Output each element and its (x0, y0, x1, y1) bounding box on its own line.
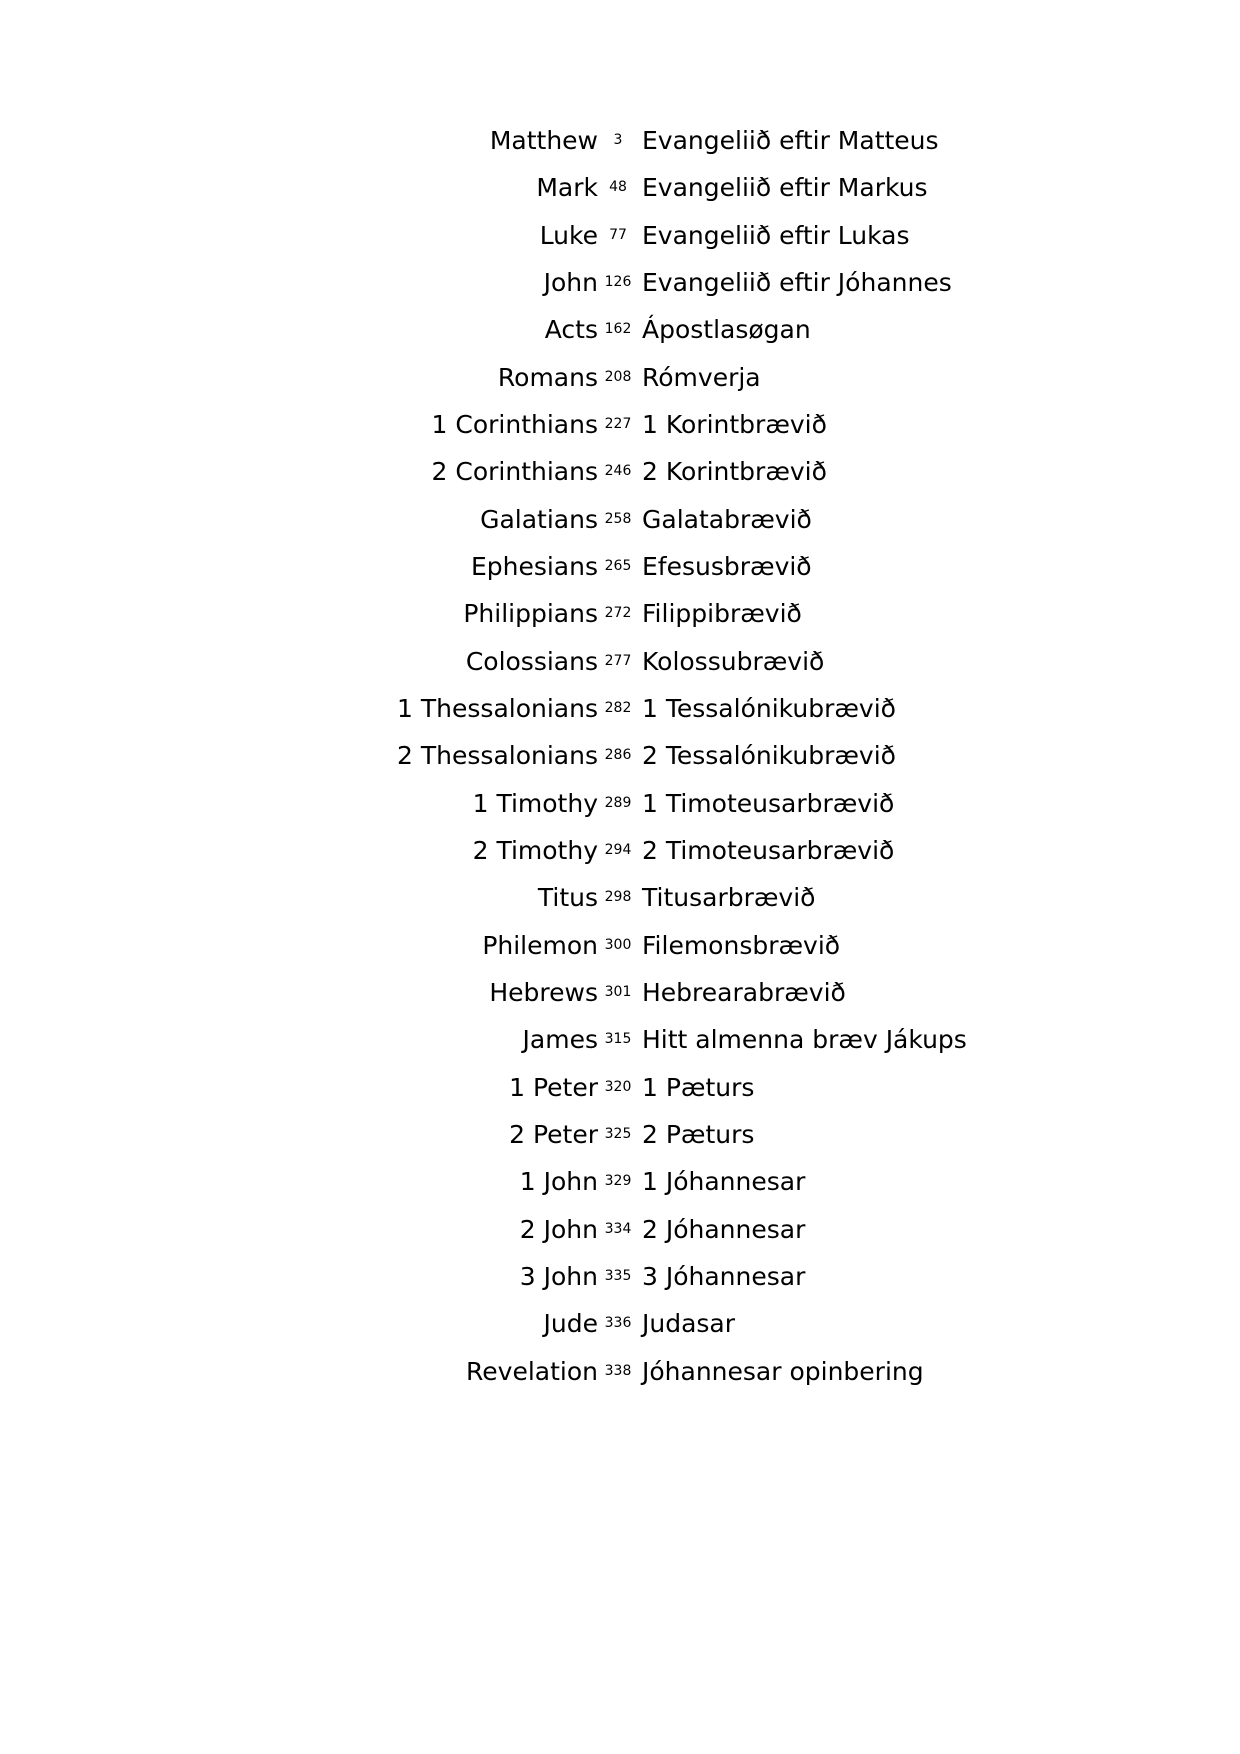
english-book-name: Colossians (465, 646, 598, 676)
faroese-book-name: 3 Jóhannesar (642, 1261, 806, 1291)
faroese-book-name: 2 Pæturs (642, 1119, 755, 1149)
toc-row[interactable] (0, 732, 1240, 779)
page-number: 329 (604, 1173, 632, 1190)
toc-row[interactable] (0, 1064, 1240, 1111)
toc-row[interactable] (0, 496, 1240, 543)
toc-row[interactable] (0, 259, 1240, 306)
english-book-name: Romans (497, 362, 598, 392)
faroese-book-name: Jóhannesar opinbering (642, 1356, 924, 1386)
faroese-book-name: Rómverja (642, 362, 761, 392)
toc-row[interactable] (0, 780, 1240, 827)
toc-row[interactable] (0, 354, 1240, 401)
faroese-book-name: 1 Pæturs (642, 1072, 755, 1102)
toc-row[interactable] (0, 638, 1240, 685)
page-number: 77 (609, 226, 627, 243)
table-of-contents (0, 117, 1240, 1395)
faroese-book-name: 1 Timoteusarbrævið (642, 788, 895, 818)
toc-row[interactable] (0, 1158, 1240, 1205)
page-number: 227 (604, 415, 632, 432)
english-book-name: 2 Peter (509, 1119, 598, 1149)
english-book-name: Galatians (480, 504, 598, 534)
toc-row[interactable] (0, 1111, 1240, 1158)
english-book-name: 2 Timothy (472, 835, 598, 865)
faroese-book-name: Efesusbrævið (642, 551, 812, 581)
page-number: 282 (604, 699, 632, 716)
english-book-name: Philemon (482, 930, 598, 960)
page-number: 286 (604, 747, 632, 764)
page-number: 246 (604, 463, 632, 480)
english-book-name: 1 Corinthians (431, 409, 598, 439)
faroese-book-name: Evangeliið eftir Jóhannes (642, 267, 952, 297)
toc-row[interactable] (0, 874, 1240, 921)
english-book-name: 3 John (519, 1261, 598, 1291)
toc-row[interactable] (0, 117, 1240, 164)
page-number: 289 (604, 794, 632, 811)
page-number: 3 (613, 132, 623, 148)
toc-row[interactable] (0, 1253, 1240, 1300)
page-number: 300 (604, 936, 632, 953)
page-number: 338 (604, 1362, 632, 1379)
page-number: 334 (604, 1220, 632, 1237)
toc-row[interactable] (0, 306, 1240, 353)
faroese-book-name: 2 Korintbrævið (642, 457, 827, 487)
english-book-name: 2 Thessalonians (397, 741, 598, 771)
english-book-name: Revelation (466, 1356, 598, 1386)
faroese-book-name: Titusarbrævið (642, 883, 816, 913)
english-book-name: Matthew (489, 126, 598, 155)
page-number: 258 (604, 510, 632, 527)
faroese-book-name: Judasar (642, 1309, 736, 1339)
page-number: 301 (604, 983, 632, 1000)
page-number: 48 (609, 179, 627, 196)
page-number: 325 (604, 1125, 632, 1142)
toc-row[interactable] (0, 1016, 1240, 1063)
english-book-name: James (522, 1025, 598, 1055)
english-book-name: 1 Timothy (472, 788, 598, 818)
toc-row[interactable] (0, 448, 1240, 495)
page-number: 265 (604, 557, 632, 574)
page-number: 162 (604, 321, 632, 338)
english-book-name: Philippians (463, 599, 598, 629)
faroese-book-name: Evangeliið eftir Markus (642, 173, 928, 203)
english-book-name: Luke (539, 220, 598, 250)
english-book-name: Titus (537, 883, 598, 913)
toc-row[interactable] (0, 401, 1240, 448)
faroese-book-name: Filippibrævið (642, 599, 802, 629)
toc-row[interactable] (0, 685, 1240, 732)
faroese-book-name: Evangeliið eftir Matteus (642, 126, 939, 155)
faroese-book-name: 2 Jóhannesar (642, 1214, 806, 1244)
english-book-name: John (543, 267, 598, 297)
toc-row[interactable] (0, 1300, 1240, 1347)
faroese-book-name: 1 Jóhannesar (642, 1167, 806, 1197)
english-book-name: 2 John (519, 1214, 598, 1244)
toc-row[interactable] (0, 1206, 1240, 1253)
english-book-name: 1 Peter (509, 1072, 598, 1102)
faroese-book-name: Ápostlasøgan (642, 315, 811, 345)
faroese-book-name: Kolossubrævið (642, 646, 825, 676)
page-number: 294 (604, 841, 632, 858)
page-number: 126 (604, 273, 632, 290)
faroese-book-name: Hitt almenna bræv Jákups (642, 1025, 967, 1055)
english-book-name: Ephesians (470, 551, 598, 581)
faroese-book-name: 1 Korintbrævið (642, 409, 827, 439)
toc-row[interactable] (0, 164, 1240, 211)
toc-row[interactable] (0, 827, 1240, 874)
faroese-book-name: Hebrearabrævið (642, 977, 846, 1007)
english-book-name: Hebrews (489, 977, 598, 1007)
faroese-book-name: 2 Tessalónikubrævið (642, 741, 896, 771)
toc-row[interactable] (0, 590, 1240, 637)
english-book-name: 2 Corinthians (431, 457, 598, 487)
page-number: 336 (604, 1315, 632, 1332)
toc-row[interactable] (0, 543, 1240, 590)
page-number: 298 (604, 889, 632, 906)
faroese-book-name: 1 Tessalónikubrævið (642, 693, 896, 723)
english-book-name: 1 Thessalonians (397, 693, 598, 723)
english-book-name: Mark (536, 173, 598, 203)
toc-row[interactable] (0, 922, 1240, 969)
page-number: 335 (604, 1267, 632, 1284)
faroese-book-name: 2 Timoteusarbrævið (642, 835, 895, 865)
english-book-name: Acts (544, 315, 598, 345)
toc-row[interactable] (0, 1348, 1240, 1395)
faroese-book-name: Galatabrævið (642, 504, 812, 534)
faroese-book-name: Filemonsbrævið (642, 930, 841, 960)
page-number: 208 (604, 368, 632, 385)
toc-row[interactable] (0, 969, 1240, 1016)
page-number: 320 (604, 1078, 632, 1095)
page-number: 272 (604, 605, 632, 622)
faroese-book-name: Evangeliið eftir Lukas (642, 220, 910, 250)
page-number: 315 (604, 1031, 632, 1048)
toc-row[interactable] (0, 212, 1240, 259)
english-book-name: 1 John (519, 1167, 598, 1197)
english-book-name: Jude (543, 1309, 598, 1339)
page-number: 277 (604, 652, 632, 669)
